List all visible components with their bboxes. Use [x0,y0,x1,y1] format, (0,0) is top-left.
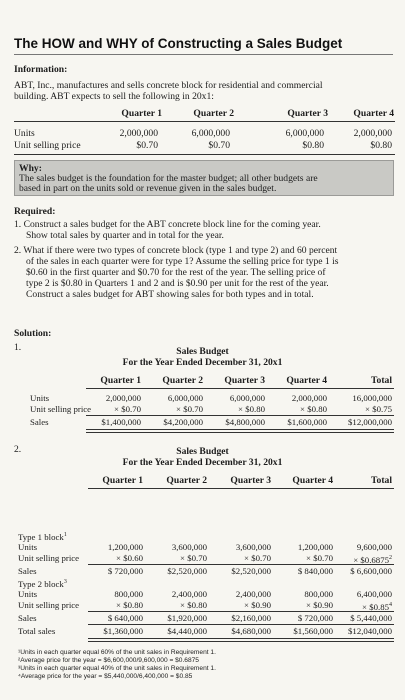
info-quarter-header: Quarter 1 [121,108,162,119]
budget-table-rule [88,611,394,612]
budget-cell: $1,600,000 [287,417,327,427]
type2-label-text: Type 2 block [18,578,64,589]
budget-cell: $1,400,000 [101,417,141,427]
budget-subtitle: For the Year Ended December 31, 20x1 [122,357,283,368]
information-heading: Information: [14,64,68,75]
budget-title: Sales Budget [176,346,229,357]
budget-cell: $12,040,000 [348,626,392,636]
budget-subtitle: For the Year Ended December 31, 20x1 [122,457,283,468]
budget-cell: $ 6,600,000 [350,566,392,576]
budget-cell: × $0.70 [114,404,141,414]
type2-label [18,577,67,590]
budget-col-header: Total [371,475,392,486]
why-text-line: based in part on the units sold or revenue given in the sales budget. [19,183,277,194]
budget-table-rule [88,624,394,625]
footnote: ¹Units in each quarter equal 60% of the unit sales in Requirement 1. [18,649,216,656]
budget-row-label: Sales [18,613,37,623]
budget-cell: $ 720,000 [297,613,333,623]
info-quarter-header: Quarter 3 [287,108,328,119]
required-text-line: $0.60 in the first quarter and $0.70 for the rest of the year. The selling price of [26,267,326,278]
budget-row-label: Units [18,542,38,552]
budget-cell: $4,680,000 [231,626,271,636]
footnote-marker: 4 [389,602,392,608]
budget-row-label: Sales [30,417,49,427]
information-text-line: ABT, Inc., manufactures and sells concrete block for residential and commercial [14,80,323,91]
budget-cell: 1,200,000 [297,542,333,552]
required-heading: Required: [14,206,56,217]
required-text-line: 2. What if there were two types of concrete block (type 1 and type 2) and 60 percent [14,245,338,256]
budget-cell: × $0.75 [365,404,392,414]
why-box [14,160,394,196]
budget-cell: 6,000,000 [229,393,265,403]
information-text-line: building. ABT expects to sell the following in 20x1: [14,91,214,102]
budget-cell: 800,000 [114,589,143,599]
why-heading: Why: [19,163,42,174]
budget-cell: 3,600,000 [235,542,271,552]
budget-row-label: Total sales [18,626,56,636]
budget-row-label: Units [18,589,38,599]
footnote-marker: 3 [63,579,67,585]
budget-cell: $ 840,000 [297,566,333,576]
budget-title: Sales Budget [176,446,229,457]
budget-cell: 2,400,000 [171,589,207,599]
budget-col-header: Quarter 3 [224,375,265,386]
budget-cell: $4,200,000 [163,417,203,427]
type1-label-text: Type 1 block [18,531,64,542]
required-text-line: type 2 is $0.80 in Quarters 1 and 2 and is $0.90 per unit for the rest of the year. [26,278,329,289]
budget-table-rule [88,564,394,565]
page-title: The HOW and WHY of Constructing a Sales Budget [14,36,343,51]
info-table-rule [14,121,395,122]
budget-col-header: Quarter 1 [100,375,141,386]
budget-double-rule [86,429,394,433]
budget-cell: $1,560,000 [293,626,333,636]
footnote-marker: 1 [63,532,67,538]
budget-col-header: Quarter 1 [102,475,143,486]
budget-row-label: Sales [18,566,37,576]
budget-col-header: Quarter 2 [162,375,203,386]
budget-cell: $2,520,000 [167,566,207,576]
budget-cell: × $0.70 [244,553,271,563]
info-cell: $0.80 [370,140,392,151]
budget-col-header: Quarter 4 [292,475,333,486]
info-row-label: Units [14,128,35,139]
budget-cell: $ 5,440,000 [350,613,392,623]
solution-part-number: 1. [14,342,22,353]
budget-cell: $ 640,000 [107,613,143,623]
budget-col-header: Quarter 3 [230,475,271,486]
budget-cell: × $0.70 [176,404,203,414]
budget-cell: × $0.90 [244,600,271,610]
budget-cell: 9,600,000 [356,542,392,552]
footnote: ³Units in each quarter equal 40% of the unit sales in Requirement 1. [18,665,216,672]
budget-cell: $2,160,000 [231,613,271,623]
why-text-line: The sales budget is the foundation for the master budget; all other budgets are [19,173,318,184]
budget-cell: $1,360,000 [103,626,143,636]
budget-cell: 800,000 [304,589,333,599]
budget-cell-value: × $0.6875 [353,554,389,565]
title-divider [14,54,393,55]
budget-cell: × $0.70 [180,553,207,563]
budget-cell: × $0.80 [116,600,143,610]
budget-cell: × $0.80 [180,600,207,610]
info-cell: $0.80 [302,140,324,151]
budget-row-label: Units [30,393,50,403]
budget-cell: × $0.80 [238,404,265,414]
budget-row-label: Unit selling price [18,600,80,610]
budget-cell: $1,920,000 [167,613,207,623]
required-text-line: Show total sales by quarter and in total for the year. [26,230,224,241]
required-text-line: Construct a sales budget for ABT showing sales for both types and in total. [26,289,314,300]
budget-cell: $2,520,000 [231,566,271,576]
info-quarter-header: Quarter 2 [193,108,234,119]
info-cell: 2,000,000 [353,128,392,139]
footnote-marker: 2 [389,555,392,561]
budget-cell: 6,000,000 [167,393,203,403]
info-cell: $0.70 [136,140,158,151]
info-quarter-header: Quarter 4 [353,108,394,119]
required-text-line: 1. Construct a sales budget for the ABT concrete block line for the coming year. [14,219,321,230]
info-cell: 6,000,000 [285,128,324,139]
footnote: ²Average price for the year = $6,600,000/9,600,000 = $0.6875 [18,657,199,664]
budget-table-rule [86,388,394,389]
type1-label [18,530,67,543]
footnote: ⁴Average price for the year = $5,440,000/6,400,000 = $0.85 [18,673,193,680]
budget-cell: 16,000,000 [352,393,392,403]
budget-cell: 1,200,000 [107,542,143,552]
required-text-line: of the sales in each quarter were for type 1? Assume the selling price for type 1 is [26,256,339,267]
budget-table-rule [88,488,394,489]
budget-cell: 2,400,000 [235,589,271,599]
budget-double-rule [88,638,394,642]
budget-cell: 6,400,000 [356,589,392,599]
info-cell: 2,000,000 [119,128,158,139]
budget-cell: × $0.90 [306,600,333,610]
budget-table-rule [86,415,394,416]
budget-row-label: Unit selling price [30,404,92,414]
budget-cell: $4,800,000 [225,417,265,427]
budget-cell: × $0.70 [306,553,333,563]
solution-heading: Solution: [14,328,52,339]
budget-row-label: Unit selling price [18,553,80,563]
budget-cell: 2,000,000 [291,393,327,403]
info-row-label: Unit selling price [14,140,81,151]
solution-part-number: 2. [14,444,22,455]
info-cell: $0.70 [208,140,230,151]
budget-cell: 2,000,000 [105,393,141,403]
budget-col-header: Total [371,375,392,386]
budget-cell-value: × $0.85 [362,601,389,612]
budget-cell: $12,000,000 [348,417,392,427]
budget-cell: 3,600,000 [171,542,207,552]
info-cell: 6,000,000 [191,128,230,139]
budget-col-header: Quarter 4 [286,375,327,386]
budget-cell: $4,440,000 [167,626,207,636]
budget-cell: × $0.60 [116,553,143,563]
budget-col-header: Quarter 2 [166,475,207,486]
info-table-rule [14,154,395,155]
budget-cell: × $0.80 [300,404,327,414]
budget-cell: $ 720,000 [107,566,143,576]
